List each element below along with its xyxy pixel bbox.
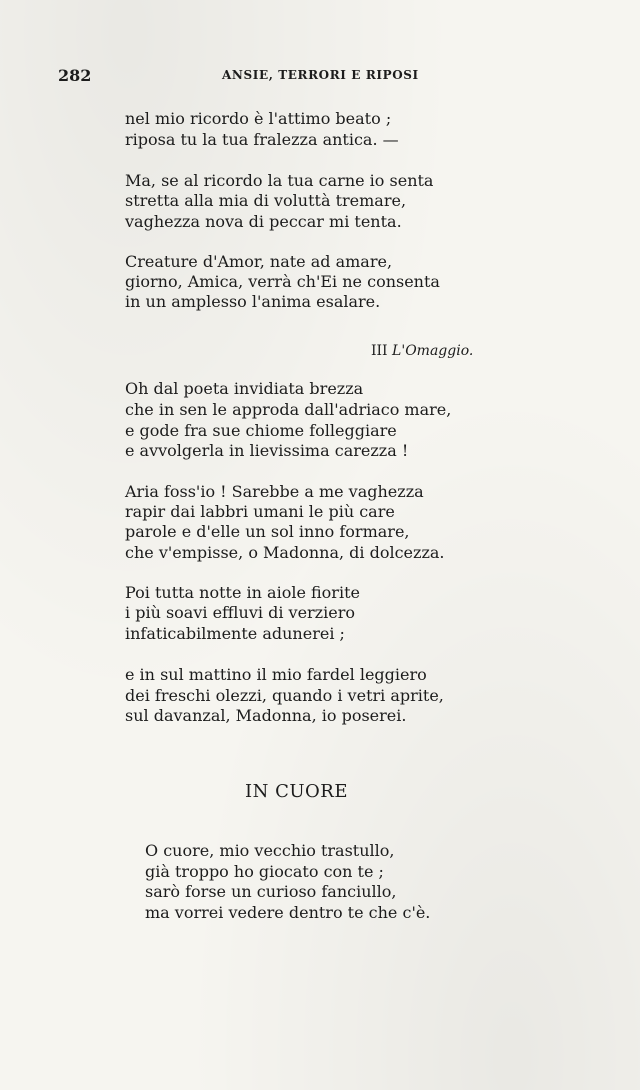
- verse-line: giorno, Amica, verrà ch'Ei ne consenta: [125, 272, 440, 291]
- running-title: ANSIE, TERRORI E RIPOSI: [222, 68, 419, 82]
- verse-line: Aria foss'io ! Sarebbe a me vaghezza: [125, 482, 424, 501]
- verse-line: ma vorrei vedere dentro te che c'è.: [145, 903, 431, 922]
- verse-line: Oh dal poeta invidiata brezza: [125, 379, 364, 398]
- verse-line: Poi tutta notte in aiole fiorite: [125, 583, 360, 602]
- page-number: 282: [58, 66, 92, 85]
- verse-line: Ma, se al ricordo la tua carne io senta: [125, 171, 434, 190]
- section-numeral: III: [371, 343, 388, 359]
- poem-title: IN CUORE: [245, 781, 348, 802]
- verse-line: che v'empisse, o Madonna, di dolcezza.: [125, 543, 445, 562]
- verse-line: che in sen le approda dall'adriaco mare,: [125, 400, 452, 419]
- verse-line: nel mio ricordo è l'attimo beato ;: [125, 109, 392, 128]
- section-subtitle: L'Omaggio.: [392, 343, 474, 359]
- verse-line: dei freschi olezzi, quando i vetri aprite,: [125, 686, 444, 705]
- verse-line: e in sul mattino il mio fardel leggiero: [125, 665, 427, 684]
- running-head: [0, 66, 640, 88]
- verse-line: sarò forse un curioso fanciullo,: [145, 882, 397, 901]
- verse-line: e avvolgerla in lievissima carezza !: [125, 441, 409, 460]
- verse-line: e gode fra sue chiome folleggiare: [125, 421, 397, 440]
- verse-line: Creature d'Amor, nate ad amare,: [125, 252, 393, 271]
- verse-line: in un amplesso l'anima esalare.: [125, 292, 381, 311]
- verse-line: i più soavi effluvi di verziero: [125, 603, 355, 622]
- verse-line: stretta alla mia di voluttà tremare,: [125, 191, 407, 210]
- verse-line: riposa tu la tua fralezza antica. —: [125, 130, 399, 149]
- verse-line: vaghezza nova di peccar mi tenta.: [125, 212, 402, 231]
- verse-line: sul davanzal, Madonna, io poserei.: [125, 706, 407, 725]
- section-heading: [371, 343, 473, 359]
- verse-line: già troppo ho giocato con te ;: [145, 862, 384, 881]
- verse-line: rapir dai labbri umani le più care: [125, 502, 395, 521]
- verse-line: parole e d'elle un sol inno formare,: [125, 522, 410, 541]
- verse-line: O cuore, mio vecchio trastullo,: [145, 841, 395, 860]
- verse-line: infaticabilmente adunerei ;: [125, 624, 345, 643]
